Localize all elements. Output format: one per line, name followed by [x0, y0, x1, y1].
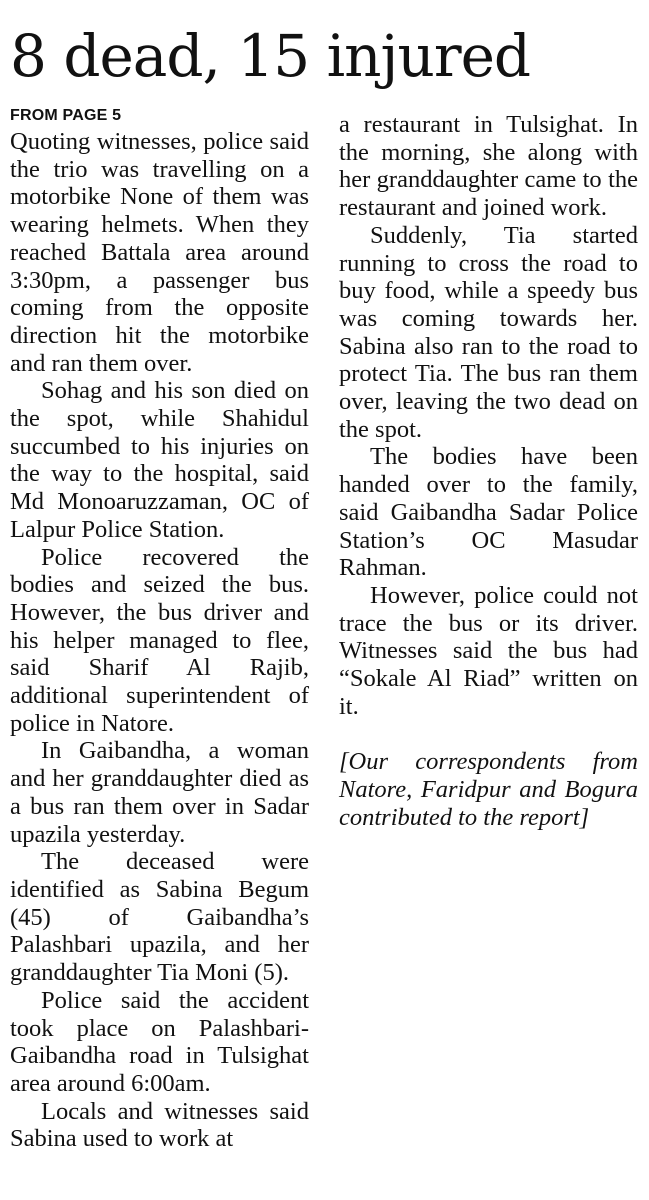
article-column-right: [339, 111, 638, 832]
paragraph: a restaurant in Tulsighat. In the morning, she along with her granddaughter came to the restaurant and joined work.: [339, 111, 638, 222]
paragraph: Sohag and his son died on the spot, while Shahidul succumbed to his injuries on the way to the hospital, said Md Monoaruzzaman, OC of Lalpur Police Station.: [10, 377, 309, 543]
paragraph: Locals and witnesses said Sabina used to work at: [10, 1097, 309, 1153]
paragraph: Suddenly, Tia started running to cross the road to buy food, while a speedy bus was coming towards her. Sabina also ran to the road to protect Tia. The bus ran them over, leaving the two dead on the spot.: [339, 221, 638, 443]
paragraph: However, police could not trace the bus or its driver. Witnesses said the bus had “Sokale Al Riad” written on it.: [339, 581, 638, 720]
headline: 8 dead, 15 injured: [10, 22, 531, 90]
continuation-kicker: FROM PAGE 5: [10, 107, 122, 124]
paragraph: Quoting witnesses, police said the trio was travelling on a motorbike None of them was wearing helmets. When they reached Battala area around 3:30pm, a passenger bus coming from the opposite direction hit the motorbike and ran them over.: [10, 128, 309, 377]
contributor-credit: [Our correspondents from Natore, Faridpur and Bogura contributed to the report]: [339, 748, 638, 831]
paragraph: The bodies have been handed over to the family, said Gaibandha Sadar Police Station’s OC Masudar Rahman.: [339, 443, 638, 582]
paragraph: The deceased were identified as Sabina Begum (45) of Gaibandha’s Palashbari upazila, and her granddaughter Tia Moni (5).: [10, 848, 309, 987]
article-column-left: [10, 106, 309, 1153]
paragraph: Police recovered the bodies and seized the bus. However, the bus driver and his helper managed to flee, said Sharif Al Rajib, additional superintendent of police in Natore.: [10, 543, 309, 737]
paragraph: Police said the accident took place on Palashbari-Gaibandha road in Tulsighat area around 6:00am.: [10, 986, 309, 1097]
paragraph: In Gaibandha, a woman and her granddaughter died as a bus ran them over in Sadar upazila yesterday.: [10, 737, 309, 848]
